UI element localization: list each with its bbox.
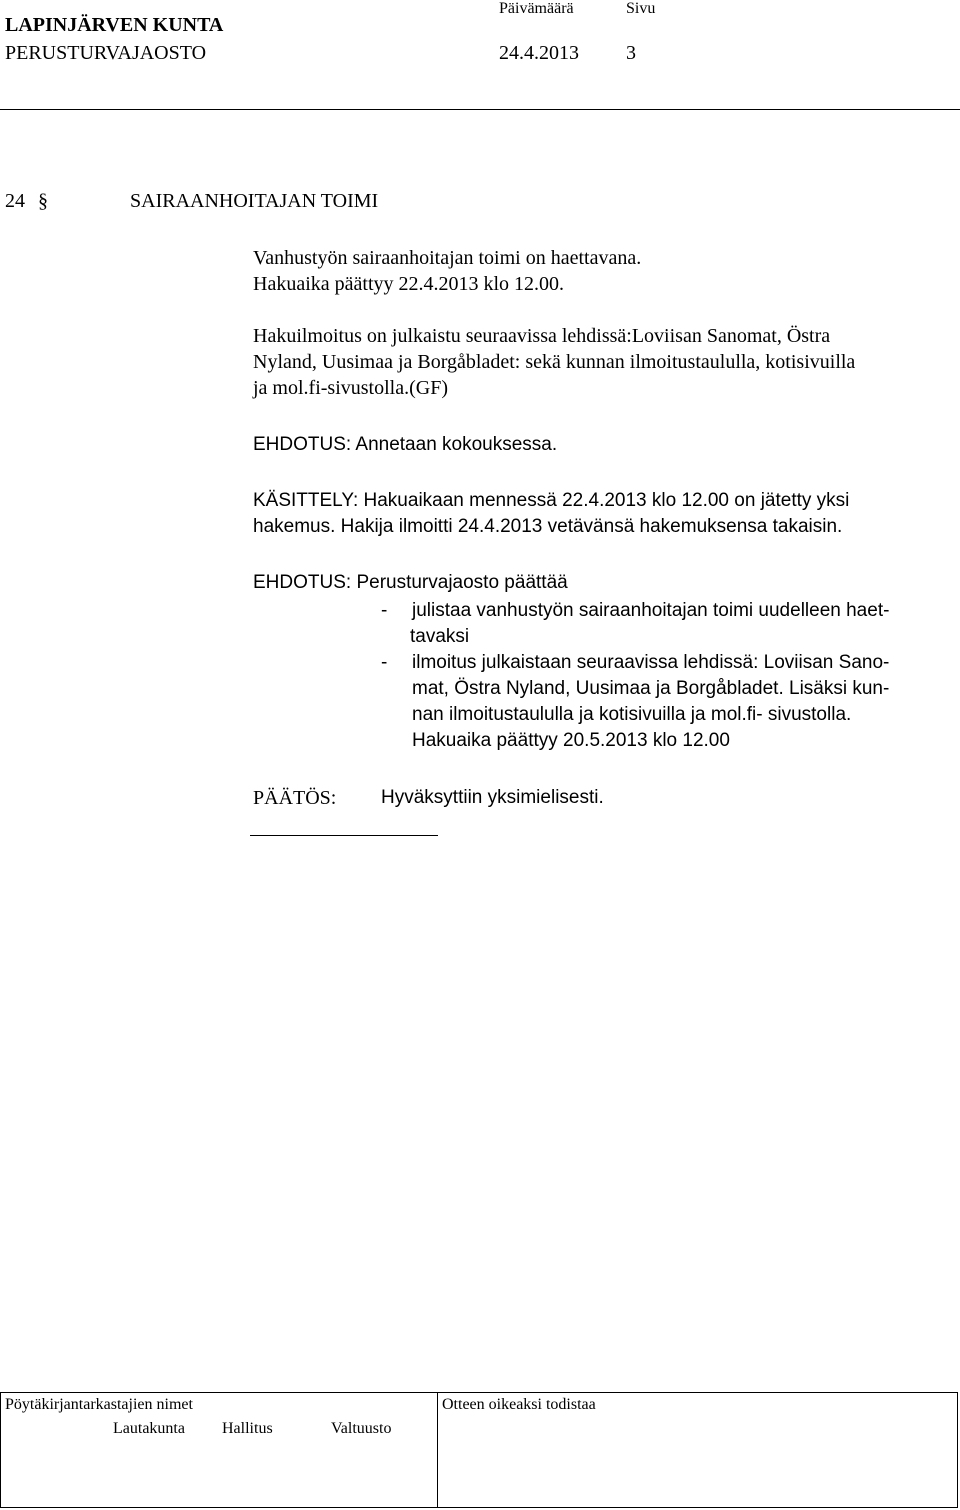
list-item-line: nan ilmoitustaululla ja kotisivuilla ja mol.fi- sivustolla.	[412, 704, 852, 725]
list-item-line: tavaksi	[410, 626, 470, 647]
intro-line: Vanhustyön sairaanhoitajan toimi on haettavana.	[253, 247, 642, 269]
section-number	[5, 190, 48, 213]
list-dash: -	[381, 600, 388, 621]
section-sign: §	[38, 190, 48, 212]
decision-text: Hyväksyttiin yksimielisesti.	[381, 787, 604, 808]
meeting-date: 24.4.2013	[499, 42, 579, 64]
ad-line: Hakuilmoitus on julkaistu seuraavissa lehdissä:Loviisan Sanomat, Östra	[253, 325, 831, 347]
handling-line: hakemus. Hakija ilmoitti 24.4.2013 vetävänsä hakemuksensa takaisin.	[253, 516, 843, 537]
list-item-line: ilmoitus julkaistaan seuraavissa lehdissä: Loviisan Sano-	[412, 652, 890, 673]
list-dash: -	[381, 652, 388, 673]
header-divider	[0, 109, 960, 110]
section-number-value: 24	[5, 190, 25, 212]
body-lautakunta: Lautakunta	[113, 1420, 185, 1437]
decision-label: PÄÄTÖS:	[253, 787, 337, 809]
ad-line: ja mol.fi-sivustolla.(GF)	[253, 377, 448, 399]
ad-line: Nyland, Uusimaa ja Borgåbladet: sekä kunnan ilmoitustaululla, kotisivuilla	[253, 351, 856, 373]
intro-line: Hakuaika päättyy 22.4.2013 klo 12.00.	[253, 273, 565, 295]
end-rule	[250, 835, 438, 836]
body-valtuusto: Valtuusto	[331, 1420, 392, 1437]
department-name: PERUSTURVAJAOSTO	[5, 42, 207, 64]
body-hallitus: Hallitus	[222, 1420, 273, 1437]
organization-name: LAPINJÄRVEN KUNTA	[5, 14, 224, 36]
proposal-text: EHDOTUS: Perusturvajaosto päättää	[253, 572, 568, 593]
checkers-label: Pöytäkirjantarkastajien nimet	[5, 1396, 193, 1413]
list-item-line: mat, Östra Nyland, Uusimaa ja Borgåbladet. Lisäksi kun-	[412, 678, 890, 699]
certify-label: Otteen oikeaksi todistaa	[442, 1396, 596, 1413]
page-number: 3	[626, 42, 636, 64]
footer-divider	[437, 1392, 438, 1508]
date-label: Päivämäärä	[499, 0, 574, 17]
proposal-text: EHDOTUS: Annetaan kokouksessa.	[253, 434, 558, 455]
list-item-line: julistaa vanhustyön sairaanhoitajan toimi uudelleen haet-	[412, 600, 890, 621]
page-label: Sivu	[626, 0, 656, 17]
list-item-line: Hakuaika päättyy 20.5.2013 klo 12.00	[412, 730, 730, 751]
section-title: SAIRAANHOITAJAN TOIMI	[130, 190, 379, 212]
handling-line: KÄSITTELY: Hakuaikaan mennessä 22.4.2013 klo 12.00 on jätetty yksi	[253, 490, 850, 511]
